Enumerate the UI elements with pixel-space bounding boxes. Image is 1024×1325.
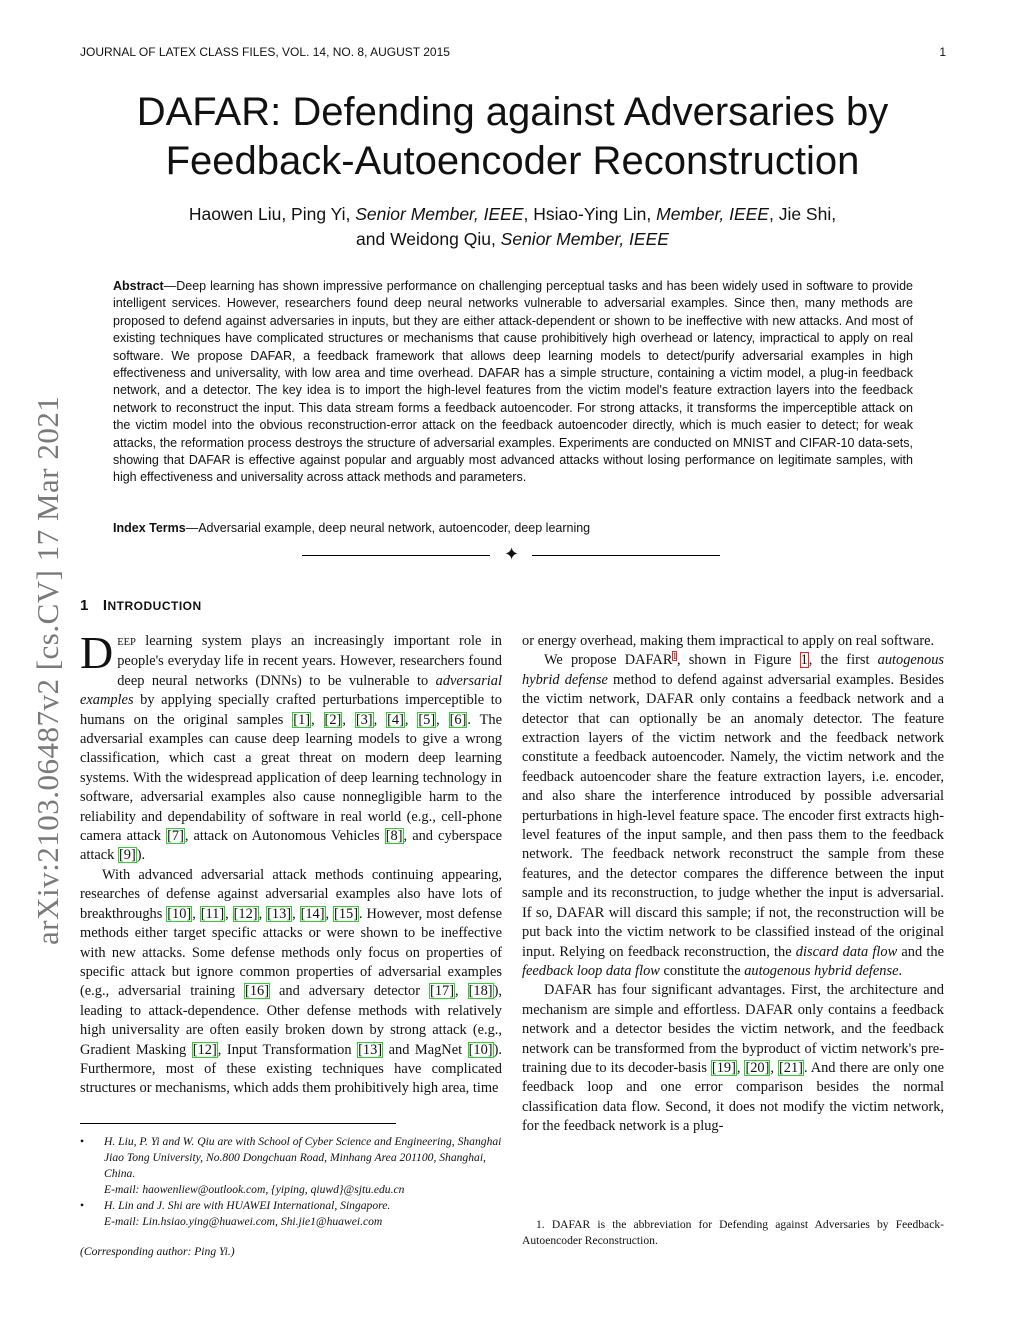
citation-link[interactable]: [5] [418,711,436,728]
author-role-2: Member, IEEE [656,204,769,224]
citation-link[interactable]: [15] [334,905,359,922]
text-run: . However, most defense methods either target specific attacks or were shown to be ineffective with new attacks. Some defense methods only focus on properties of specific attack but ignore common properties of adversarial examples (e.g., adversarial training [80,905,502,1000]
small-caps-lead: EEP [117,637,136,648]
citation-link[interactable]: [1] [293,711,311,728]
citation-link[interactable]: [10] [468,1041,493,1058]
paragraph: DAFAR has four significant advantages. First, the architecture and mechanism are simple and effortless. DAFAR only contains a feedback network and a detector besides the victim network, and the feedback network can be transformed from the byproduct of victim network's pre-training due to its decoder-basis [19], [20], [21]. And there are only one feedback loop and one error comparison besides the normal classification data flow. Second, it does not modify the victim network, for the feedback network is a plug- [522,982,944,1135]
drop-cap: D [80,627,114,678]
emphasis: autogenous hybrid defense [744,962,899,979]
citation-link[interactable]: [13] [267,905,292,922]
citation-link[interactable]: [17] [430,983,455,1000]
abstract-text: —Deep learning has shown impressive performance on challenging perceptual tasks and has been widely used in software to provide intelligent services. However, researchers found deep neural networks vulnerable to adversarial examples. Since then, many methods are proposed to defend against adversaries in inputs, but they are either attack-dependent or shown to be ineffective with new attacks. And most of existing techniques have complicated structures or mechanisms that cause prohibitively high overhead or latency, impractical to apply on real software. We propose DAFAR, a feedback framework that allows deep learning models to detect/purify adversarial examples in high effectiveness and universality, with low area and time overhead. DAFAR has a simple structure, containing a victim model, a plug-in feedback network, and a detector. The key idea is to import the high-level features from the victim model's feature extraction layers into the feedback network to reconstruct the input. This data stream forms a feedback autoencoder. For strong attacks, it transforms the imperceptible attack on the victim model into the obvious reconstruction-error attack on the feedback autoencoder directly, which is much easier to detect; for weak attacks, the reformation process destroys the structure of adversarial examples. Experiments are conducted on MNIST and CIFAR-10 data-sets, showing that DAFAR is effective against popular and arguably most advanced attacks without losing performance on legitimate samples, with high effectiveness and universality across attack methods and parameters. [113,279,913,485]
emphasis: feedback loop data flow [522,962,660,979]
citation-link[interactable]: [3] [355,711,373,728]
paper-title [90,88,935,186]
divider-ornament-icon: ✦ [504,544,520,564]
title-line-1: DAFAR: Defending against Adversaries by [136,90,889,134]
footnote-link[interactable]: 1 [672,650,677,661]
paragraph [522,651,944,981]
citation-link[interactable]: [19] [711,1059,736,1076]
citation-link[interactable]: [8] [385,828,403,845]
section-heading-introduction [80,597,202,614]
page-number: 1 [939,45,946,59]
body-column-right [522,632,944,1137]
text-run: method to defend against adversarial examples. Besides the victim network, DAFAR only contains a feedback network and a detector that can optionally be an anomaly detector. The feature extraction layers of the victim network and the feedback network constitute a feedback autoencoder. Namely, the victim network and the feedback autoencoder share the feature extraction layers, i.e. encoder, and also share the interference introduced by possible adversarial perturbations in high-level feature space. The encoder first extracts high-level features of the input sample, and then pass them to the feedback network. The feedback network reconstruct the sample from these features, and the detector compares the difference between the input sample and its reconstruction, to judge whether the input is adversarial. If so, DAFAR will discard this sample; if not, the reconstruction will be put back into the victim network to be classified instead of the original input. Relying on feedback reconstruction, the [522,671,944,960]
paragraph: or energy overhead, making them impractical to apply on real software. [522,633,935,649]
index-terms [113,521,913,535]
text-run: With advanced adversarial attack methods continuing appearing, researches of defense against adversarial examples also have lots of breakthroughs [80,866,502,922]
abstract-label: Abstract [113,279,164,293]
affiliation-email: E-mail: haowenliew@outlook.com, {yiping, qiuwd}@sjtu.edu.cn [104,1183,405,1196]
title-line-2: Feedback-Autoencoder Reconstruction [165,139,860,183]
citation-link[interactable]: [21] [778,1059,803,1076]
text-run: ). [136,847,146,864]
author-role-4: Senior Member, IEEE [500,229,669,249]
text-run: , Input Transformation [217,1041,358,1058]
citation-link[interactable]: [16] [245,983,270,1000]
text-run: and the [897,943,944,960]
section-number: 1 [80,597,89,614]
footnote-1 [522,1217,944,1249]
index-terms-text: —Adversarial example, deep neural network, autoencoder, deep learning [185,521,591,535]
citation-link[interactable]: [9] [118,847,136,864]
text-run: We propose DAFAR [544,652,673,669]
body-column-left [80,627,502,1099]
text-run: , the first [808,652,878,669]
paragraph: With advanced adversarial attack methods continuing appearing, researches of defense against adversarial examples also have lots of breakthroughs [10], [11], [12], [13], [14], [15]. However, most defense methods either target specific attacks or were shown to be ineffective with new attacks. Some defense methods only focus on properties of specific attack but ignore common properties of adversarial examples (e.g., adversarial training [16] and adversary detector [17], [18]), leading to attack-dependence. Other defense methods with relatively high universality are often easily broken down by strong attack (e.g., Gradient Masking [12], Input Transformation [13] and MagNet [10]). Furthermore, most of these existing techniques have complicated structures or mechanisms, which adds them prohibitively high area, time [80,866,502,1097]
citation-link[interactable]: [12] [192,1041,217,1058]
affiliation-email: E-mail: Lin.hsiao.ying@huawei.com, Shi.jie1@huawei.com [104,1215,383,1228]
text-run: . And there are only one feedback loop and one error comparison besides the normal classification data flow. Second, it does not modify the victim network, for the feedback network is a plug- [522,1059,944,1135]
citation-link[interactable]: [14] [300,905,325,922]
footnote-mark: 1. [536,1218,545,1231]
corresponding-author: (Corresponding author: Ping Yi.) [80,1245,235,1258]
citation-link[interactable]: [6] [449,711,467,728]
arxiv-stamp: arXiv:2103.06487v2 [cs.CV] 17 Mar 2021 [30,395,65,945]
citation-link[interactable]: [11] [200,905,225,922]
paragraph: DEEP learning system plays an increasingly important role in people's everyday life in recent years. However, researchers found deep neural networks (DNNs) to be vulnerable to adversarial examples by applying specially crafted perturbations imperceptible to humans on the original samples [1], [2], [3], [4], [5], [6]. The adversarial examples can cause deep learning models to give a wrong classification, which cast a great threat on modern deep learning systems. With the widespread application of deep learning technology in software, adversarial examples also cause nonnegligible harm to the reliability and dependability of software in real world (e.g., cell-phone camera attack [7], attack on Autonomous Vehicles [8], and cyberspace attack [9]). [80,627,502,864]
divider-line-left [302,555,490,556]
running-head [80,45,946,59]
footnote-rule [80,1123,396,1124]
text-run: , and cyberspace attack [80,828,502,864]
citation-link[interactable]: [4] [387,711,404,728]
citation-link[interactable]: [13] [358,1041,383,1058]
abstract [113,278,913,487]
text-run: ). Furthermore, most of these existing techniques have complicated structures or mechanisms, which adds them prohibitively high area, time [80,1041,502,1097]
journal-name: JOURNAL OF LATEX CLASS FILES, VOL. 14, NO. 8, AUGUST 2015 [80,45,450,59]
citation-link[interactable]: [12] [233,905,258,922]
text-run: and adversary detector [270,983,430,1000]
emphasis: adversarial examples [80,672,502,709]
affiliation-item [80,1134,502,1198]
figure-link[interactable]: 1 [800,652,808,669]
text-run: . The adversarial examples can cause deep learning models to give a wrong classification, which cast a great threat on modern deep learning systems. With the widespread application of deep learning technology in software, adversarial examples also cause nonnegligible harm to the reliability and dependability of software in real world (e.g., cell-phone camera attack [80,711,502,845]
affiliation-item [80,1198,502,1230]
citation-link[interactable]: [2] [324,711,342,728]
text-run: constitute the [659,962,745,979]
text-run: . [898,962,903,979]
text-run: learning system plays an increasingly important role in people's everyday life in recent years. However, researchers found deep neural networks (DNNs) to be vulnerable to [117,633,502,689]
author-list [120,202,905,252]
citation-link[interactable]: [10] [167,905,192,922]
author-affiliations [80,1134,502,1260]
author-names-1: Haowen Liu, Ping Yi, [188,204,356,224]
author-names-3: , Jie Shi, [768,204,837,224]
text-run: , attack on Autonomous Vehicles [184,828,385,845]
section-title-first-letter: I [102,597,108,614]
citation-link[interactable]: [20] [745,1059,770,1076]
section-divider [302,546,722,566]
author-role-1: Senior Member, IEEE [355,204,524,224]
author-names-4: and Weidong Qiu, [356,229,501,249]
emphasis: autogenous hybrid defense [522,652,944,688]
author-names-2: , Hsiao-Ying Lin, [523,204,657,224]
bullet-icon: • [80,1199,85,1212]
index-terms-label: Index Terms [113,521,186,535]
section-title-rest: NTRODUCTION [107,599,202,613]
text-run: by applying specially crafted perturbations imperceptible to humans on the original samples [80,692,502,728]
text-run: ), leading to attack-dependence. Other defense methods with relatively high universality are often easily broken down by strong attack (e.g., Gradient Masking [80,983,502,1058]
text-run: , shown in Figure [676,652,800,669]
divider-line-right [532,555,720,556]
emphasis: discard data flow [795,943,898,960]
footnote-text: DAFAR is the abbreviation for Defending against Adversaries by Feedback-Autoencoder Reconstruction. [522,1218,944,1247]
text-run: DAFAR has four significant advantages. First, the architecture and mechanism are simple and effortless. DAFAR only contains a feedback network and a detector besides the victim network, and the feedback network can be transformed from the byproduct of victim network's pre-training due to its decoder-basis [522,982,944,1076]
citation-link[interactable]: [18] [468,983,493,1000]
bullet-icon: • [80,1135,85,1148]
citation-link[interactable]: [7] [167,828,184,845]
text-run: and MagNet [383,1041,468,1058]
affiliation-text: H. Lin and J. Shi are with HUAWEI International, Singapore. [104,1199,391,1212]
affiliation-text: H. Liu, P. Yi and W. Qiu are with School of Cyber Science and Engineering, Shanghai Jiao Tong University, No.800 Dongchuan Road, Minhang Area 201100, Shanghai, China. [104,1135,502,1180]
